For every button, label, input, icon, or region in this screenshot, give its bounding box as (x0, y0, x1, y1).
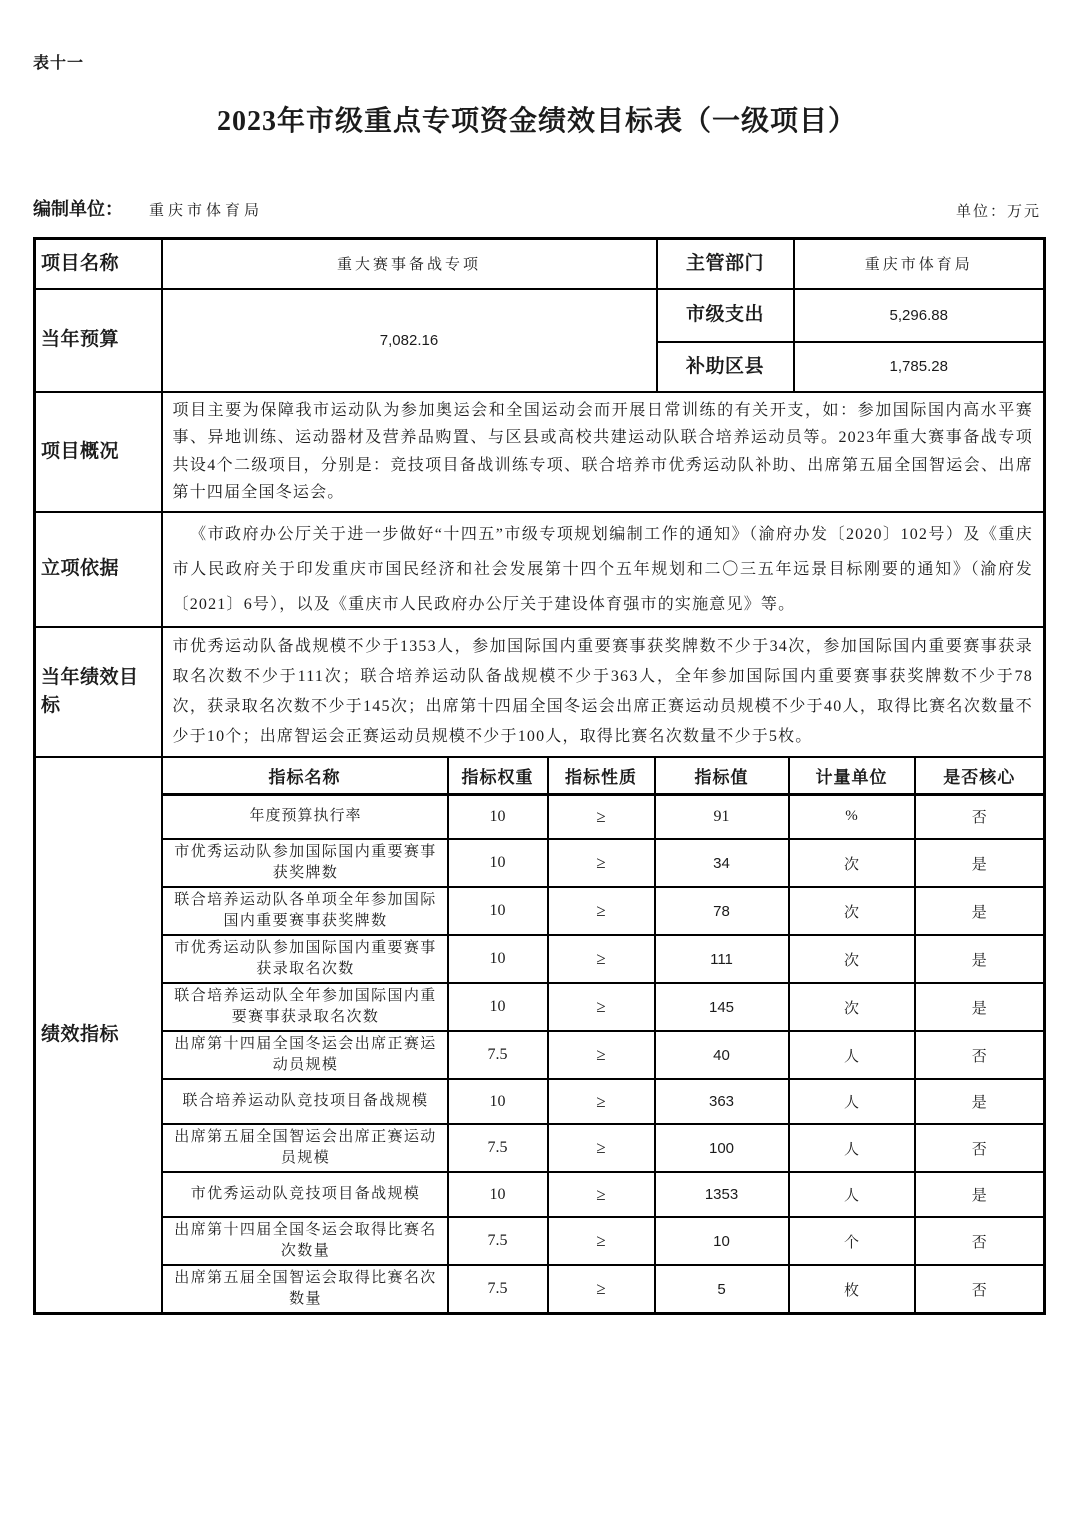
city-expense-value: 5,296.88 (794, 289, 1045, 342)
indicators-table (163, 758, 1044, 1313)
indicator-name: 联合培养运动队竞技项目备战规模 (163, 1079, 448, 1124)
indicator-nature: ≥ (548, 935, 655, 983)
indicator-unit: % (789, 794, 915, 839)
indicators-header-row (163, 758, 1044, 795)
page-title: 2023年市级重点专项资金绩效目标表（一级项目） (216, 106, 857, 137)
indicator-core: 是 (915, 983, 1044, 1031)
indicator-value: 34 (655, 839, 789, 887)
prepared-by-label: 编制单位： (33, 199, 123, 219)
indicator-nature: ≥ (548, 983, 655, 1031)
indicator-value: 5 (655, 1265, 789, 1312)
indicator-value: 363 (655, 1079, 789, 1124)
indicator-name: 出席第十四届全国冬运会出席正赛运动员规模 (163, 1031, 448, 1079)
indicator-core: 否 (915, 794, 1044, 839)
indicator-weight: 7.5 (448, 1124, 548, 1172)
indicator-unit: 个 (789, 1217, 915, 1265)
indicator-core: 是 (915, 1172, 1044, 1217)
indicator-unit: 次 (789, 839, 915, 887)
indicator-rows (163, 794, 1044, 1312)
indicator-row (163, 1124, 1044, 1172)
col-header-measure-unit: 计量单位 (789, 758, 915, 795)
indicator-name: 出席第五届全国智运会出席正赛运动员规模 (163, 1124, 448, 1172)
indicator-unit: 人 (789, 1172, 915, 1217)
indicator-unit: 人 (789, 1079, 915, 1124)
dept-value: 重庆市体育局 (794, 239, 1045, 289)
indicator-core: 否 (915, 1217, 1044, 1265)
indicator-nature: ≥ (548, 1079, 655, 1124)
indicator-core: 是 (915, 887, 1044, 935)
indicator-value: 91 (655, 794, 789, 839)
indicator-row (163, 794, 1044, 839)
overview-text: 项目主要为保障我市运动队为参加奥运会和全国运动会而开展日常训练的有关开支，如：参加国际国内高水平赛事、异地训练、运动器材及营养品购置、与区县或高校共建运动队联合培养运动员等。2023年重大赛事备战专项共设4个二级项目，分别是：竞技项目备战训练专项、联合培养市优秀运动队补助、出席第五届全国智运会、出席第十四届全国冬运会。 (162, 392, 1045, 512)
indicator-value: 145 (655, 983, 789, 1031)
indicator-core: 否 (915, 1031, 1044, 1079)
col-header-indicator-nature: 指标性质 (548, 758, 655, 795)
indicator-core: 是 (915, 1079, 1044, 1124)
indicator-name: 年度预算执行率 (163, 794, 448, 839)
indicator-row (163, 1031, 1044, 1079)
indicator-value: 78 (655, 887, 789, 935)
indicator-weight: 10 (448, 935, 548, 983)
overview-row (35, 392, 1045, 512)
indicator-unit: 枚 (789, 1265, 915, 1312)
indicator-nature: ≥ (548, 839, 655, 887)
indicator-nature: ≥ (548, 887, 655, 935)
col-header-indicator-weight: 指标权重 (448, 758, 548, 795)
prepared-by-value: 重庆市体育局 (149, 203, 264, 219)
indicator-name: 出席第五届全国智运会取得比赛名次数量 (163, 1265, 448, 1312)
col-header-indicator-name: 指标名称 (163, 758, 448, 795)
indicator-weight: 10 (448, 839, 548, 887)
indicator-nature: ≥ (548, 1265, 655, 1312)
project-name-value: 重大赛事备战专项 (162, 239, 657, 289)
indicator-weight: 7.5 (448, 1217, 548, 1265)
table-number: 表十一 (33, 55, 85, 72)
budget-row-city (35, 289, 1045, 342)
indicator-value: 100 (655, 1124, 789, 1172)
basis-label: 立项依据 (35, 512, 162, 627)
indicator-name: 市优秀运动队竞技项目备战规模 (163, 1172, 448, 1217)
targets-label: 当年绩效目标 (35, 627, 162, 757)
indicator-unit: 次 (789, 887, 915, 935)
indicator-row (163, 935, 1044, 983)
indicator-weight: 10 (448, 983, 548, 1031)
city-expense-label: 市级支出 (657, 289, 794, 342)
overview-label: 项目概况 (35, 392, 162, 512)
indicator-value: 40 (655, 1031, 789, 1079)
indicator-name: 联合培养运动队各单项全年参加国际国内重要赛事获奖牌数 (163, 887, 448, 935)
indicator-unit: 人 (789, 1031, 915, 1079)
indicator-core: 否 (915, 1265, 1044, 1312)
indicator-weight: 7.5 (448, 1031, 548, 1079)
indicator-weight: 10 (448, 794, 548, 839)
indicator-name: 出席第十四届全国冬运会取得比赛名次数量 (163, 1217, 448, 1265)
indicator-nature: ≥ (548, 1217, 655, 1265)
indicator-name: 市优秀运动队参加国际国内重要赛事获录取名次数 (163, 935, 448, 983)
indicators-row (35, 757, 1045, 1314)
indicator-value: 1353 (655, 1172, 789, 1217)
col-header-indicator-value: 指标值 (655, 758, 789, 795)
indicator-unit: 次 (789, 935, 915, 983)
budget-value: 7,082.16 (162, 289, 657, 392)
prepared-by (33, 195, 263, 221)
indicator-weight: 10 (448, 1079, 548, 1124)
indicators-cell (162, 757, 1045, 1314)
indicator-row (163, 839, 1044, 887)
indicator-row (163, 1079, 1044, 1124)
project-name-label: 项目名称 (35, 239, 162, 289)
indicator-weight: 7.5 (448, 1265, 548, 1312)
meta-row (33, 195, 1041, 221)
indicator-row (163, 1217, 1044, 1265)
indicator-nature: ≥ (548, 1031, 655, 1079)
indicator-name: 联合培养运动队全年参加国际国内重要赛事获录取名次数 (163, 983, 448, 1031)
indicator-name: 市优秀运动队参加国际国内重要赛事获奖牌数 (163, 839, 448, 887)
indicator-weight: 10 (448, 887, 548, 935)
indicator-row (163, 887, 1044, 935)
indicator-value: 111 (655, 935, 789, 983)
targets-text: 市优秀运动队备战规模不少于1353人，参加国际国内重要赛事获奖牌数不少于34次，参加国际国内重要赛事获录取名次数不少于111次；联合培养运动队备战规模不少于363人，全年参加国际国内重要赛事获奖牌数不少于78次，获录取名次数不少于145次；出席第十四届全国冬运会出席正赛运动员规模不少于40人，取得比赛名次数量不少于10个；出席智运会正赛运动员规模不少于100人，取得比赛名次数量不少于5枚。 (162, 627, 1045, 757)
basis-row (35, 512, 1045, 627)
indicators-label: 绩效指标 (35, 757, 162, 1314)
indicator-unit: 人 (789, 1124, 915, 1172)
main-table (33, 237, 1046, 1315)
indicator-row (163, 1265, 1044, 1312)
county-subsidy-label: 补助区县 (657, 342, 794, 392)
indicator-weight: 10 (448, 1172, 548, 1217)
targets-row (35, 627, 1045, 757)
indicator-nature: ≥ (548, 1124, 655, 1172)
indicator-nature: ≥ (548, 794, 655, 839)
indicator-core: 是 (915, 935, 1044, 983)
indicator-row (163, 983, 1044, 1031)
indicator-core: 否 (915, 1124, 1044, 1172)
indicator-row (163, 1172, 1044, 1217)
indicator-core: 是 (915, 839, 1044, 887)
indicator-value: 10 (655, 1217, 789, 1265)
col-header-is-core: 是否核心 (915, 758, 1044, 795)
basis-text: 《市政府办公厅关于进一步做好“十四五”市级专项规划编制工作的通知》（渝府办发〔2020〕102号）及《重庆市人民政府关于印发重庆市国民经济和社会发展第十四个五年规划和二〇三五年远景目标刚要的通知》（渝府发〔2021〕6号），以及《重庆市人民政府办公厅关于建设体育强市的实施意见》等。 (162, 512, 1045, 627)
budget-label: 当年预算 (35, 289, 162, 392)
unit-note: 单位：万元 (955, 204, 1041, 220)
county-subsidy-value: 1,785.28 (794, 342, 1045, 392)
project-name-row (35, 239, 1045, 289)
indicator-unit: 次 (789, 983, 915, 1031)
dept-label: 主管部门 (657, 239, 794, 289)
indicator-nature: ≥ (548, 1172, 655, 1217)
